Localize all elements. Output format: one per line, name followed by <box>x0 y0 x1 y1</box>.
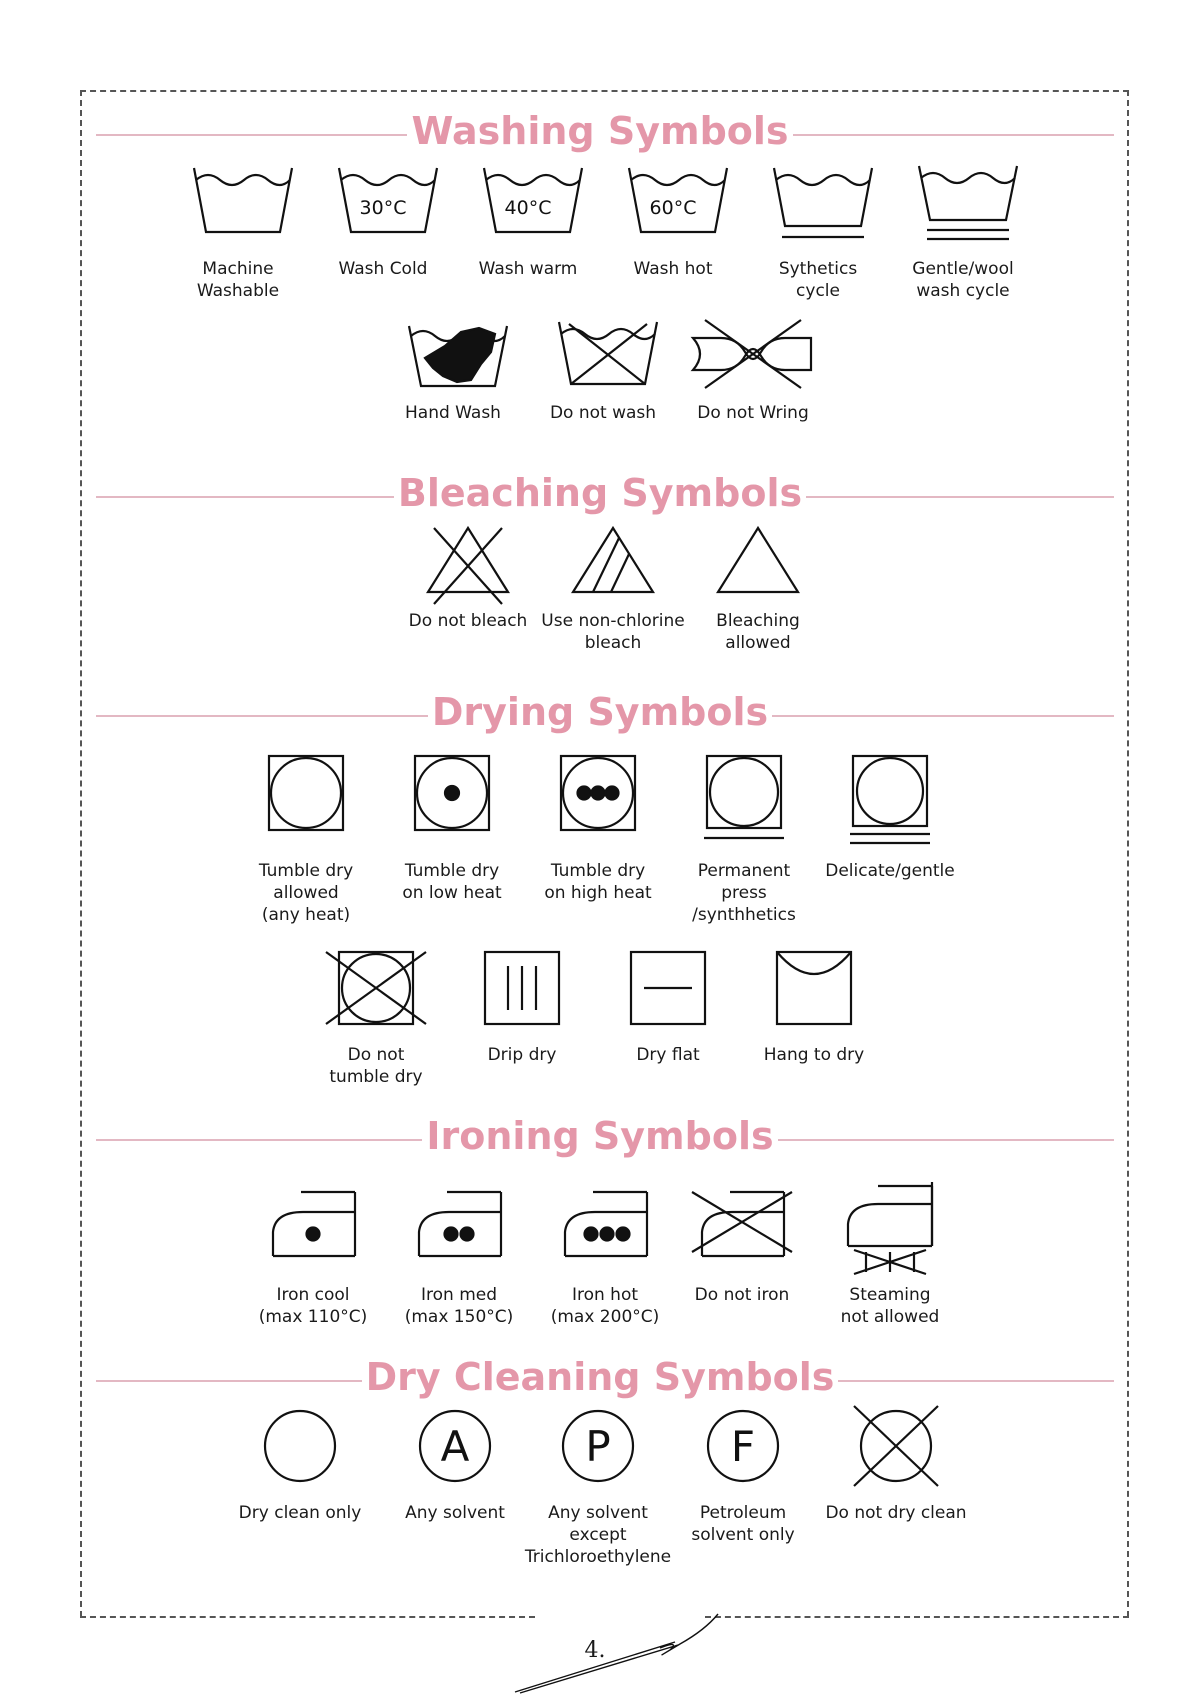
synthetics-cycle-icon <box>748 160 888 260</box>
label-iron-medium: Iron med (max 150°C) <box>404 1285 514 1327</box>
label-solvent-a: Any solvent <box>405 1503 505 1523</box>
label-solvent-p: Any solvent except Trichloroethylene <box>524 1503 672 1567</box>
ironing-title: Ironing Symbols <box>0 1113 1200 1159</box>
label-dry-clean: Dry clean only <box>238 1503 362 1523</box>
solvent-f-icon <box>673 1404 813 1504</box>
drying-title: Drying Symbols <box>0 689 1200 735</box>
wash-60-icon <box>603 160 743 260</box>
frame-bottom-left <box>80 1616 535 1618</box>
do-not-bleach-icon <box>398 520 538 620</box>
label-do-not-bleach: Do not bleach <box>408 611 528 631</box>
bleach-allowed-icon <box>688 520 828 620</box>
label-dry-flat: Dry flat <box>636 1045 700 1065</box>
wash-40-icon <box>458 160 598 260</box>
permanent-press-icon <box>674 750 814 850</box>
delicate-dry-icon <box>820 750 960 850</box>
gentle-wool-cycle-icon <box>893 160 1033 260</box>
dry-cleaning-title: Dry Cleaning Symbols <box>0 1354 1200 1400</box>
hang-to-dry-icon <box>744 946 884 1046</box>
wash-temp-30: 30°C <box>359 197 407 219</box>
label-do-not-tumble-dry: Do not tumble dry <box>329 1045 423 1087</box>
solvent-letter-f: F <box>730 1422 756 1471</box>
label-tumble-dry: Tumble dry allowed (any heat) <box>258 861 354 925</box>
label-do-not-dry-clean: Do not dry clean <box>825 1503 967 1523</box>
label-gentle-wool: Gentle/wool wash cycle <box>912 259 1014 301</box>
dry-flat-icon <box>598 946 738 1046</box>
solvent-a-icon <box>385 1404 525 1504</box>
wash-temp-40: 40°C <box>504 197 552 219</box>
do-not-iron-icon <box>672 1182 812 1282</box>
tumble-dry-high-icon <box>528 750 668 850</box>
solvent-letter-p: P <box>585 1422 611 1471</box>
label-do-not-wring: Do not Wring <box>697 403 809 423</box>
label-wash-cold: Wash Cold <box>338 259 428 279</box>
iron-hot-icon <box>535 1182 675 1282</box>
wash-temp-60: 60°C <box>649 197 697 219</box>
label-solvent-f: Petroleum solvent only <box>691 1503 795 1545</box>
label-delicate-dry: Delicate/gentle <box>825 861 955 881</box>
label-wash-warm: Wash warm <box>478 259 578 279</box>
label-machine-washable: Machine Washable <box>196 259 280 301</box>
label-synthetics-cycle: Sythetics cycle <box>778 259 858 301</box>
label-tumble-dry-high: Tumble dry on high heat <box>544 861 652 903</box>
tumble-dry-low-icon <box>382 750 522 850</box>
drip-dry-icon <box>452 946 592 1046</box>
label-permanent-press: Permanent press /synthhetics <box>692 861 796 925</box>
label-drip-dry: Drip dry <box>487 1045 557 1065</box>
bleaching-title: Bleaching Symbols <box>0 470 1200 516</box>
label-non-chlorine-bleach: Use non-chlorine bleach <box>541 611 685 653</box>
page-number: 4. <box>584 1638 606 1663</box>
wash-30-icon <box>313 160 453 260</box>
dry-clean-icon <box>230 1404 370 1504</box>
label-iron-cool: Iron cool (max 110°C) <box>258 1285 368 1327</box>
do-not-tumble-dry-icon <box>306 946 446 1046</box>
machine-washable-icon <box>168 160 308 260</box>
label-hand-wash: Hand Wash <box>405 403 501 423</box>
label-wash-hot: Wash hot <box>633 259 713 279</box>
label-iron-hot: Iron hot (max 200°C) <box>550 1285 660 1327</box>
label-do-not-iron: Do not iron <box>694 1285 790 1305</box>
label-tumble-dry-low: Tumble dry on low heat <box>402 861 502 903</box>
needle-thread-icon <box>500 1610 730 1697</box>
no-steam-icon <box>820 1182 960 1282</box>
tumble-dry-icon <box>236 750 376 850</box>
washing-title: Washing Symbols <box>0 108 1200 154</box>
frame-bottom-right <box>705 1616 1129 1618</box>
solvent-letter-a: A <box>440 1422 470 1471</box>
label-do-not-wash: Do not wash <box>549 403 657 423</box>
solvent-p-icon <box>528 1404 668 1504</box>
do-not-dry-clean-icon <box>826 1404 966 1504</box>
label-no-steam: Steaming not allowed <box>840 1285 940 1327</box>
iron-cool-icon <box>243 1182 383 1282</box>
iron-medium-icon <box>389 1182 529 1282</box>
label-hang-to-dry: Hang to dry <box>763 1045 865 1065</box>
non-chlorine-bleach-icon <box>543 520 683 620</box>
label-bleach-allowed: Bleaching allowed <box>716 611 800 653</box>
